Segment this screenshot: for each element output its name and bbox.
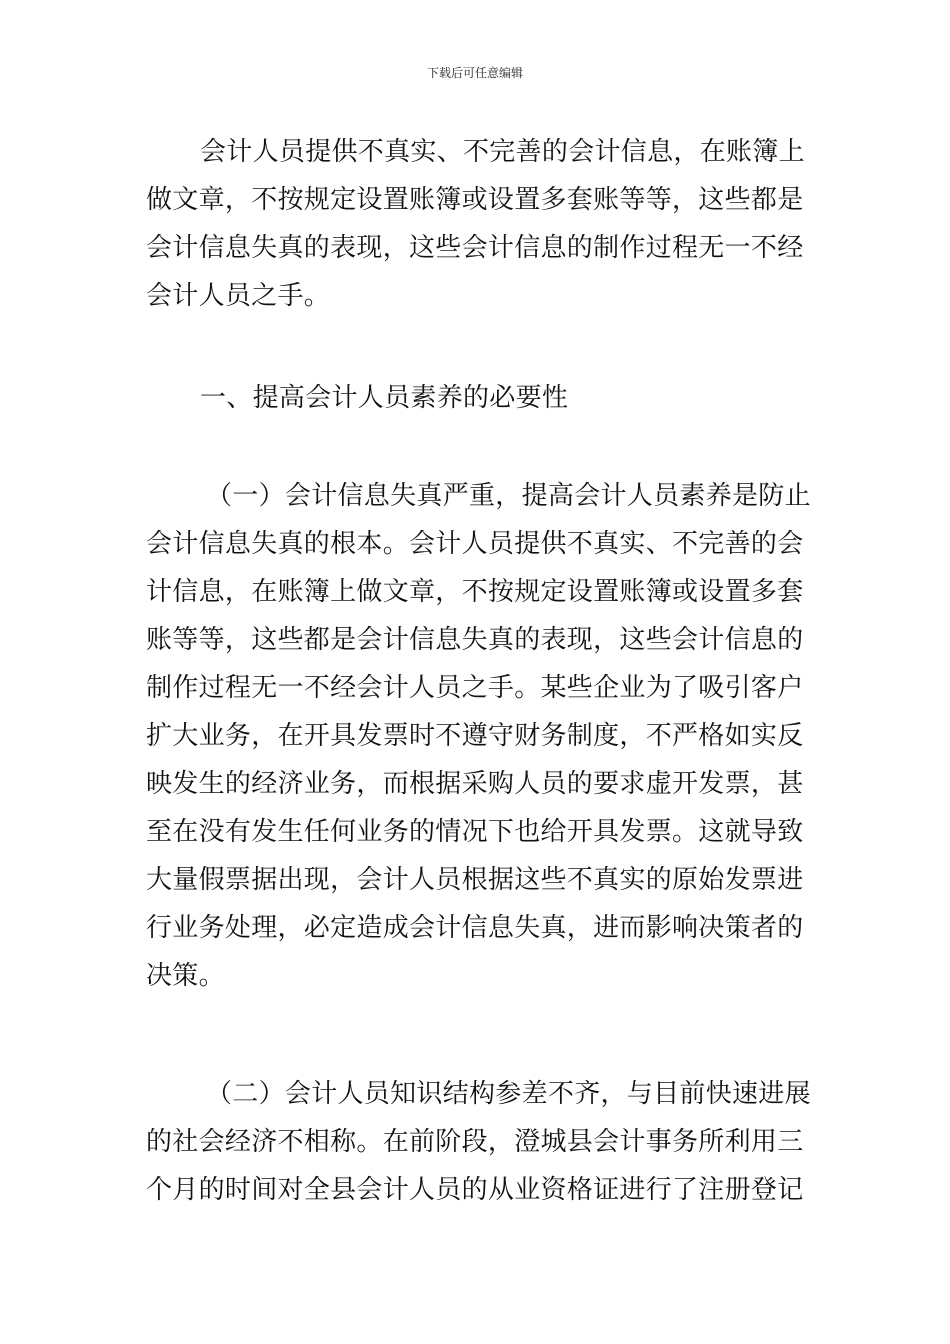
text-line: 账等等，这些都是会计信息失真的表现，这些会计信息的 [146, 625, 804, 655]
page-header: 下载后可任意编辑 [426, 66, 523, 80]
text-line: 做文章，不按规定设置账簿或设置多套账等等，这些都是 [146, 185, 804, 215]
text-line: 的社会经济不相称。在前阶段，澄城县会计事务所利用三 [146, 1127, 804, 1157]
text-line: 大量假票据出现，会计人员根据这些不真实的原始发票进 [146, 865, 804, 895]
text-line: 会计信息失真的表现，这些会计信息的制作过程无一不经 [146, 233, 804, 263]
text-line: 会计人员之手。 [146, 281, 331, 311]
text-line: 行业务处理，必定造成会计信息失真，进而影响决策者的 [146, 913, 804, 943]
text-line: 扩大业务，在开具发票时不遵守财务制度，不严格如实反 [146, 721, 804, 751]
section-heading-text: 一、提高会计人员素养的必要性 [200, 383, 569, 413]
text-line: 制作过程无一不经会计人员之手。某些企业为了吸引客户 [146, 673, 804, 703]
paragraph-one [146, 472, 811, 1000]
text-line: 计信息，在账簿上做文章，不按规定设置账簿或设置多套 [146, 577, 804, 607]
section-heading [146, 374, 806, 422]
text-line: 映发生的经济业务，而根据采购人员的要求虚开发票，甚 [146, 769, 804, 799]
text-line: 会计信息失真的根本。会计人员提供不真实、不完善的会 [146, 529, 804, 559]
paragraph-two [146, 1070, 811, 1214]
text-line: 个月的时间对全县会计人员的从业资格证进行了注册登记 [146, 1175, 804, 1205]
text-line: （二）会计人员知识结构参差不齐，与目前快速进展 [206, 1079, 811, 1109]
text-line: 会计人员提供不真实、不完善的会计信息，在账簿上 [200, 137, 805, 167]
paragraph-intro [146, 128, 806, 320]
text-line: 决策。 [146, 961, 225, 991]
text-line: 至在没有发生任何业务的情况下也给开具发票。这就导致 [146, 817, 804, 847]
text-line: （一）会计信息失真严重，提高会计人员素养是防止 [206, 481, 811, 511]
